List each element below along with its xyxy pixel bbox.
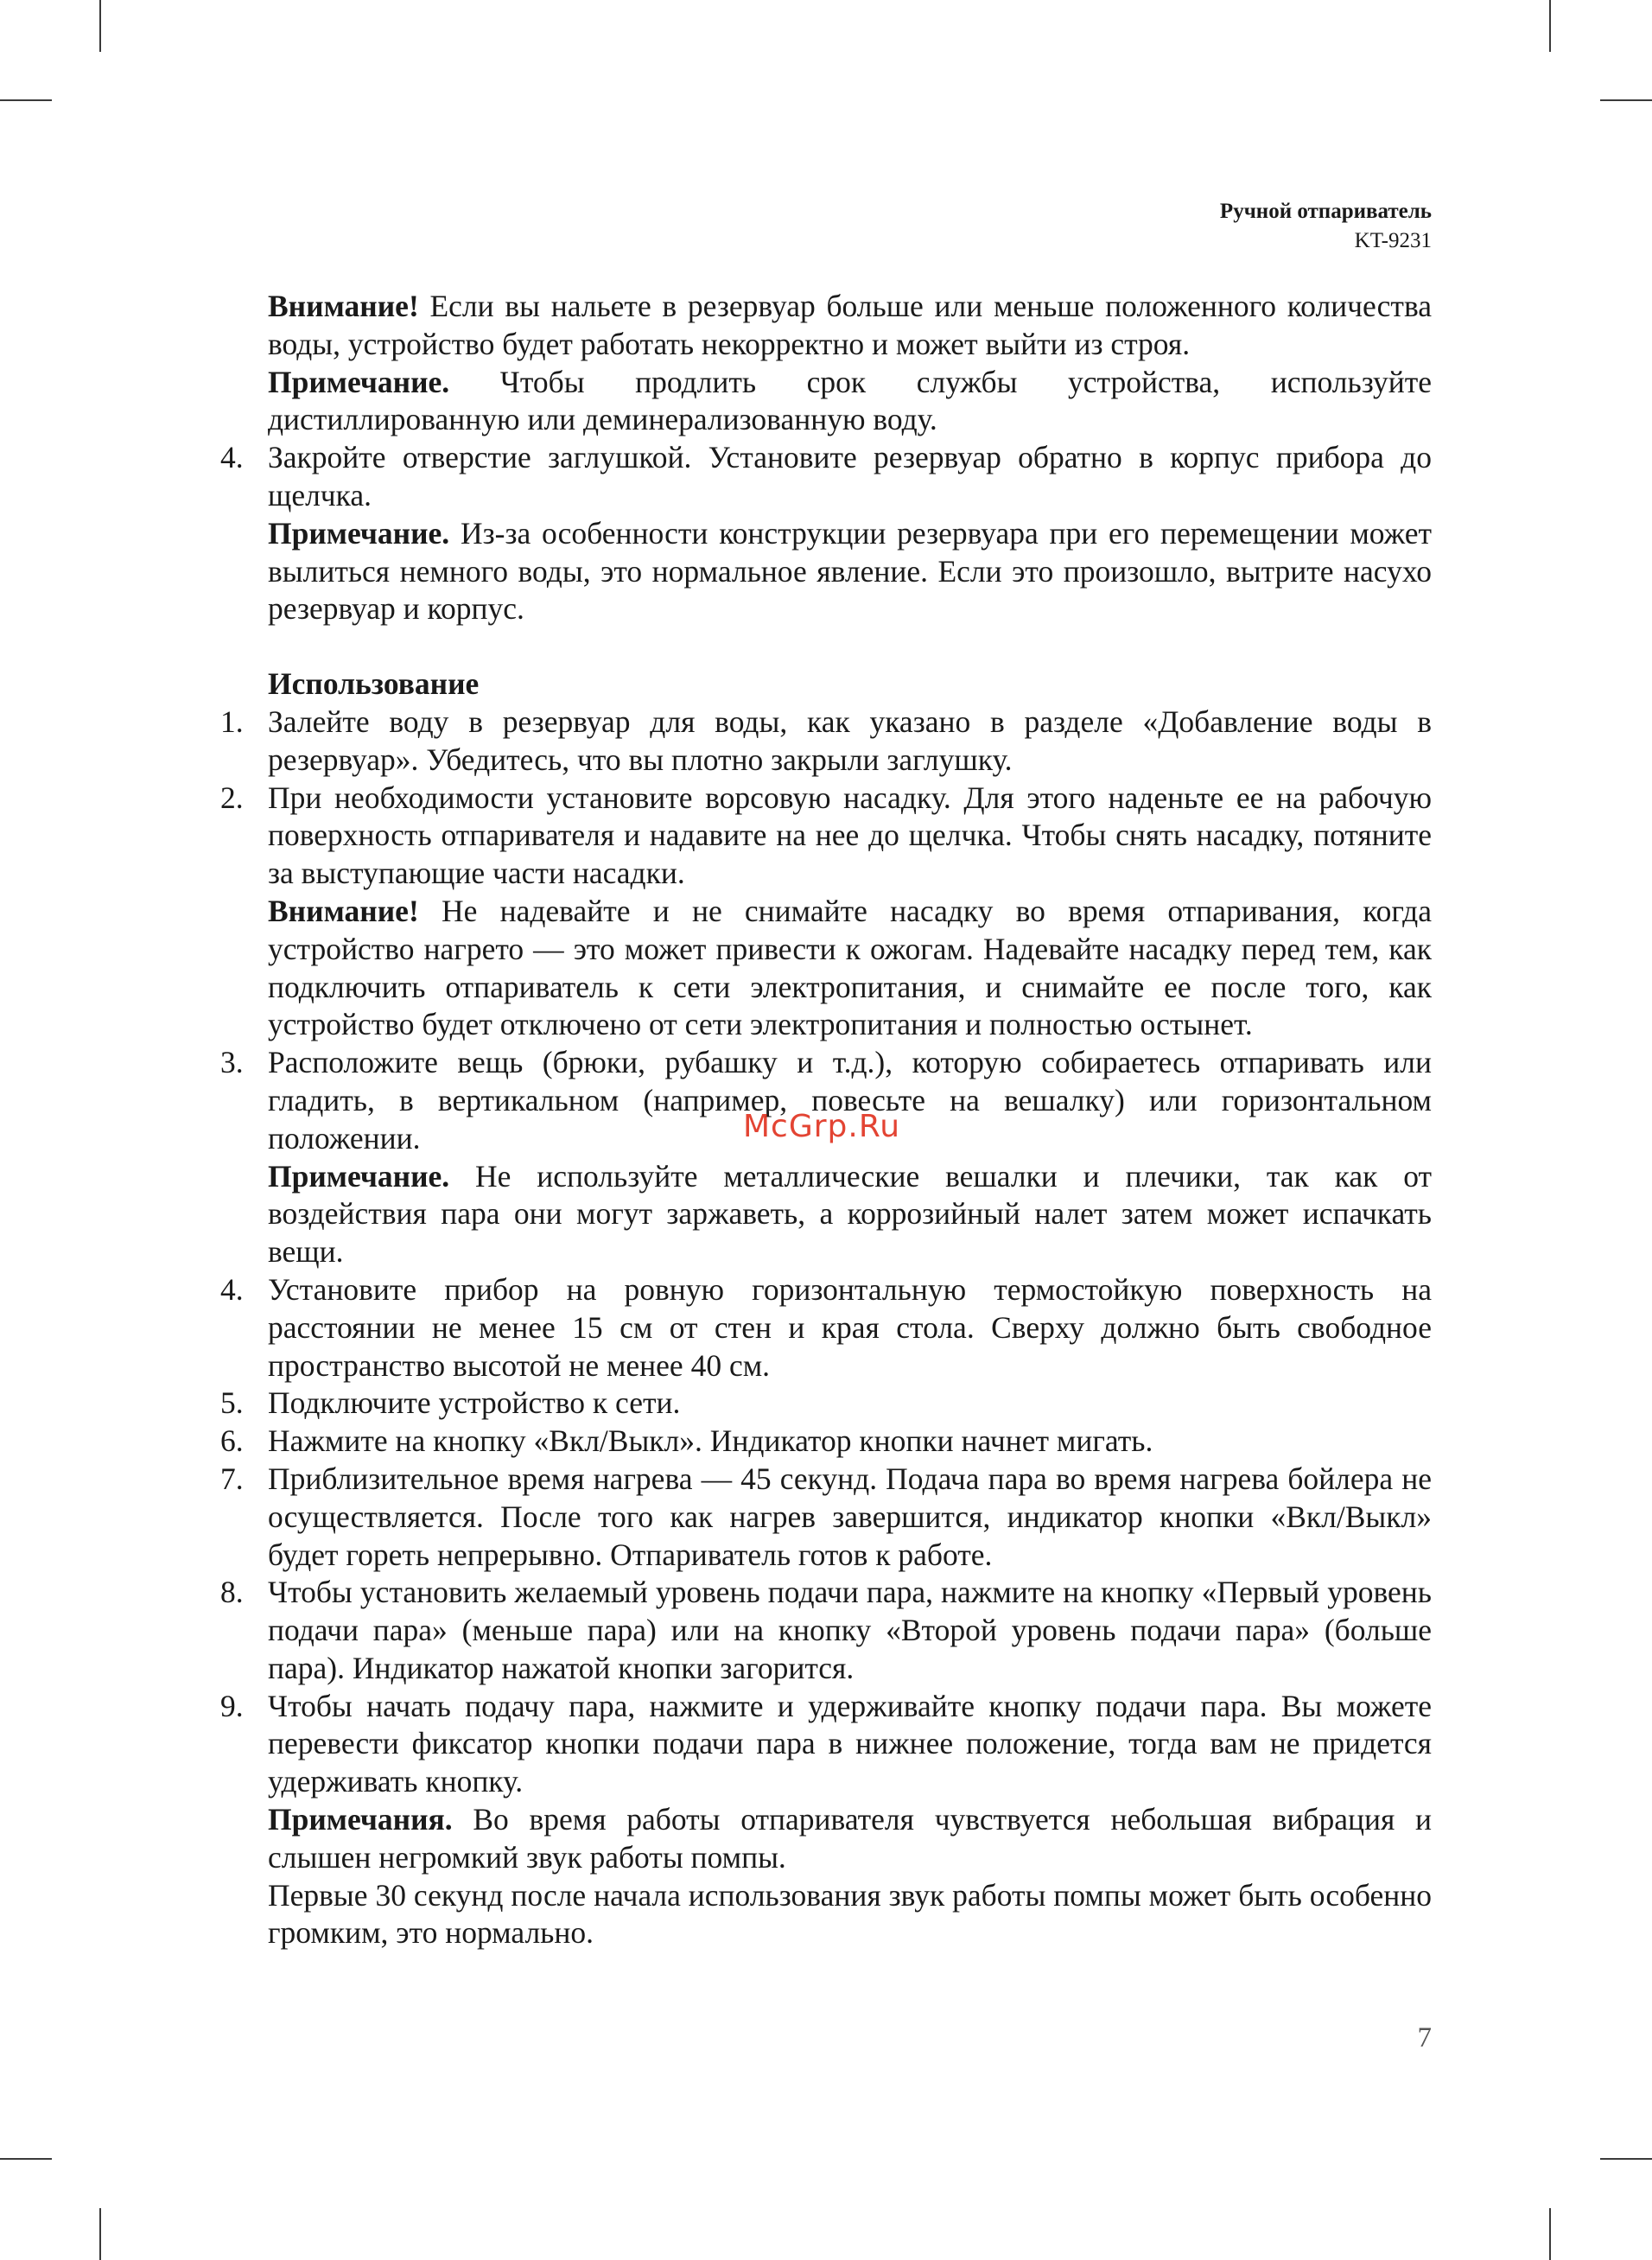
note-paragraph (220, 515, 1432, 628)
paragraph (220, 1877, 1432, 1953)
paragraph-text: Не надевайте и не снимайте насадку во время отпаривания, когда устройство нагрето — это может привести к ожогам. Надевайте насадку перед тем, как подключить отпариватель к сети электропитания, и снимайте ее после того, как устройство будет отключено от сети электропитания и полностью остынет. (268, 893, 1432, 1042)
paragraph-text: Во время работы отпаривателя чувствуется небольшая вибрация и слышен негромкий звук работы помпы. (268, 1802, 1432, 1875)
numbered-paragraph (220, 1271, 1432, 1385)
numbered-paragraph (220, 439, 1432, 515)
crop-mark (1549, 0, 1551, 52)
note-label: Внимание! (268, 893, 419, 928)
usage-list (220, 703, 1432, 1952)
header-title: Ручной отпариватель (1219, 200, 1432, 223)
note-label: Примечание. (268, 1158, 450, 1194)
paragraph-text: Чтобы начать подачу пара, нажмите и удерживайте кнопку подачи пара. Вы можете перевести фиксатор кнопки подачи пара в нижнее положение, тогда вам не придется удерживать кнопку. (268, 1688, 1432, 1799)
crop-mark (0, 2158, 52, 2160)
numbered-paragraph (220, 780, 1432, 893)
note-paragraph (220, 1801, 1432, 1877)
numbered-paragraph (220, 1423, 1432, 1461)
note-label: Примечания. (268, 1802, 453, 1837)
item-number: 4. (220, 1271, 244, 1307)
crop-mark (1549, 2208, 1551, 2260)
running-header (1220, 197, 1432, 256)
section-heading: Использование (268, 666, 480, 702)
paragraph-text: Залейте воду в резервуар для воды, как указано в разделе «Добавление воды в резервуар». Убедитесь, что вы плотно закрыли заглушку. (268, 703, 1432, 777)
paragraph-text: Установите прибор на ровную горизонтальную термостойкую поверхность на расстоянии не менее 15 см от стен и края стола. Сверху должно быть свободное пространство высотой не менее 40 см. (268, 1271, 1432, 1383)
item-number: 3. (220, 1045, 244, 1080)
note-paragraph (220, 1158, 1432, 1271)
header-model: KT-9231 (1354, 229, 1432, 252)
paragraph-text: Чтобы продлить срок службы устройства, используйте дистиллированную или деминерализованную воду. (268, 364, 1432, 437)
crop-mark (1600, 99, 1652, 101)
note-paragraph (220, 893, 1432, 1044)
item-number: 1. (220, 703, 244, 739)
paragraph-text: При необходимости установите ворсовую насадку. Для этого наденьте ее на рабочую поверхность отпаривателя и надавите на нее до щелчка. Чтобы снять насадку, потяните за выступающие части насадки. (268, 780, 1432, 891)
numbered-paragraph (220, 703, 1432, 780)
item-number: 2. (220, 780, 244, 815)
numbered-paragraph (220, 1688, 1432, 1801)
item-number: 4. (220, 440, 244, 475)
item-number: 9. (220, 1688, 244, 1723)
numbered-paragraph (220, 1574, 1432, 1687)
paragraph-text: Если вы нальете в резервуар больше или меньше положенного количества воды, устройство будет работать некорректно и может выйти из строя. (268, 289, 1432, 361)
crop-mark (99, 0, 101, 52)
paragraph-text: Подключите устройство к сети. (268, 1385, 681, 1421)
paragraph-text: Из-за особенности конструкции резервуара при его перемещении может вылиться немного воды, это нормальное явление. Если это произошло, вытрите насухо резервуар и корпус. (268, 515, 1432, 627)
paragraph-text: Расположите вещь (брюки, рубашку и т.д.), которую собираетесь отпаривать или гладить, в вертикальном (например, повесьте на вешалку) или горизонтальном положении. (268, 1045, 1432, 1155)
crop-mark (1600, 2158, 1652, 2160)
watermark: McGrp.Ru (743, 1109, 901, 1144)
item-number: 5. (220, 1385, 244, 1421)
item-number: 8. (220, 1575, 244, 1610)
paragraph-text: Нажмите на кнопку «Вкл/Выкл». Индикатор кнопки начнет мигать. (268, 1423, 1153, 1459)
note-paragraph (220, 288, 1432, 364)
numbered-paragraph (220, 1461, 1432, 1574)
paragraph-text: Не используйте металлические вешалки и плечики, так как от воздействия пара они могут заржаветь, а коррозийный налет затем может испачкать вещи. (268, 1158, 1432, 1270)
numbered-paragraph (220, 1385, 1432, 1423)
crop-mark (99, 2208, 101, 2260)
paragraph-text: Первые 30 секунд после начала использования звук работы помпы может быть особенно громким, это нормально. (268, 1877, 1432, 1951)
item-number: 6. (220, 1423, 244, 1459)
intro-blocks (220, 288, 1432, 628)
paragraph-text: Чтобы установить желаемый уровень подачи пара, нажмите на кнопку «Первый уровень подачи пара» (меньше пара) или на кнопку «Второй уровень подачи пара» (больше пара). Индикатор нажатой кнопки загорится. (268, 1575, 1432, 1685)
note-label: Внимание! (268, 289, 419, 323)
paragraph-text: Приблизительное время нагрева — 45 секунд. Подача пара во время нагрева бойлера не осуществляется. После того как нагрев завершится, индикатор кнопки «Вкл/Выкл» будет гореть непрерывно. Отпариватель готов к работе. (268, 1461, 1432, 1572)
paragraph-text: Закройте отверстие заглушкой. Установите резервуар обратно в корпус прибора до щелчка. (268, 440, 1432, 512)
note-label: Примечание. (268, 364, 450, 399)
page-number: 7 (1417, 2022, 1432, 2053)
crop-mark (0, 99, 52, 101)
note-paragraph (220, 364, 1432, 440)
note-label: Примечание. (268, 515, 450, 551)
item-number: 7. (220, 1461, 244, 1496)
